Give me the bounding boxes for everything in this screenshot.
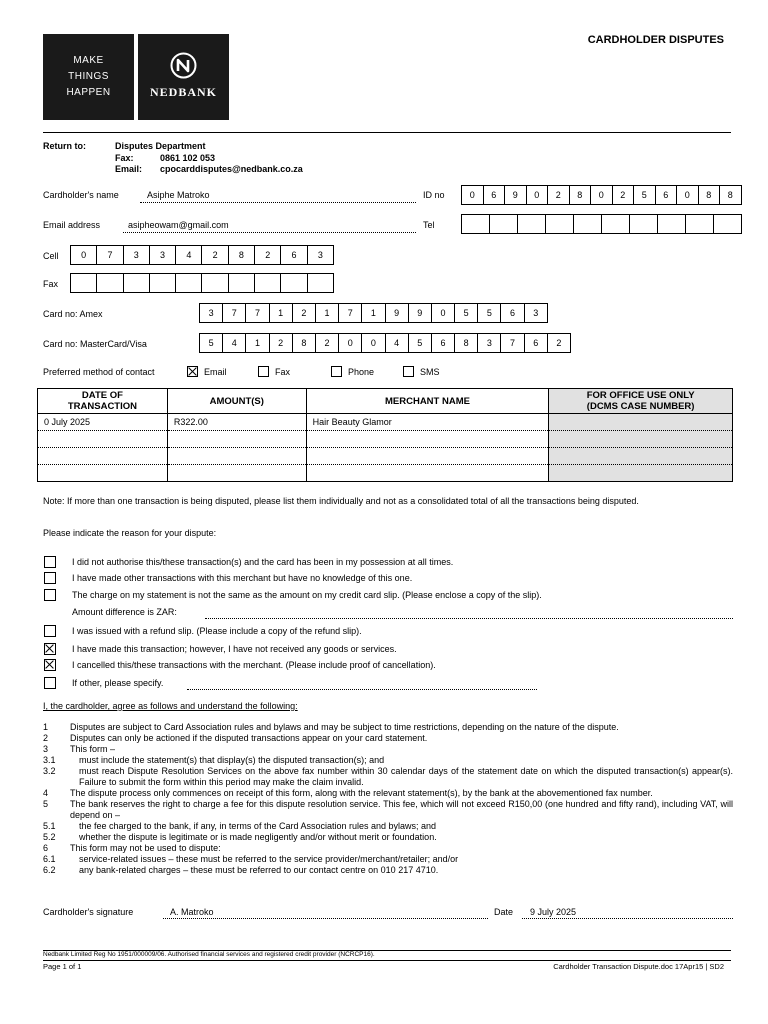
id-no-boxes[interactable] — [461, 185, 742, 205]
amex-boxes[interactable] — [199, 303, 548, 323]
digit-box[interactable] — [686, 215, 714, 233]
email-label: Email address — [43, 220, 101, 230]
other-specify-line[interactable] — [187, 689, 537, 690]
nedbank-emblem-icon — [170, 52, 197, 79]
digit-box[interactable]: 9 — [505, 186, 527, 204]
digit-box[interactable]: 2 — [548, 186, 570, 204]
amex-label: Card no: Amex — [43, 309, 103, 319]
table-cell[interactable] — [549, 431, 733, 448]
cell-label: Cell — [43, 251, 59, 261]
reason-label: If other, please specify. — [72, 678, 164, 688]
footer-legal: Nedbank Limited Reg No 1951/000009/06. Authorised financial services and registered credit provider (NCRCP16). — [43, 951, 375, 958]
note-text — [43, 496, 733, 507]
digit-box[interactable]: 2 — [293, 304, 316, 322]
term-number: 5.1 — [43, 821, 56, 831]
digit-box[interactable]: 8 — [229, 246, 255, 264]
table-cell[interactable]: R322.00 — [167, 414, 306, 431]
digit-box[interactable] — [281, 274, 307, 292]
reason-checkbox[interactable] — [44, 625, 56, 637]
return-fax-label: Fax: — [115, 153, 134, 163]
cardholder-name-line[interactable] — [140, 202, 416, 203]
table-cell[interactable] — [306, 431, 549, 448]
digit-box[interactable]: 6 — [656, 186, 678, 204]
term-item — [43, 854, 733, 865]
terms-list — [43, 722, 733, 876]
term-item — [43, 766, 733, 788]
id-no-label: ID no — [423, 190, 445, 200]
tel-boxes[interactable] — [461, 214, 742, 234]
contact-fax-label: Fax — [275, 367, 291, 377]
date-value: 9 July 2025 — [530, 907, 577, 917]
term-item — [43, 821, 733, 832]
digit-box[interactable] — [462, 215, 490, 233]
signature-label: Cardholder's signature — [43, 907, 134, 917]
digit-box[interactable]: 0 — [71, 246, 97, 264]
reason-label: The charge on my statement is not the same as the amount on my credit card slip. (Please enclose a copy of the slip). — [72, 590, 542, 600]
digit-box[interactable]: 1 — [316, 304, 339, 322]
term-item — [43, 788, 733, 799]
logo-tagline-block — [43, 34, 134, 120]
table-row — [38, 465, 733, 482]
transactions-table — [37, 388, 733, 482]
digit-box[interactable]: 6 — [525, 334, 548, 352]
digit-box[interactable] — [574, 215, 602, 233]
digit-box[interactable] — [229, 274, 255, 292]
digit-box[interactable] — [255, 274, 281, 292]
table-cell[interactable] — [549, 448, 733, 465]
table-cell[interactable] — [167, 431, 306, 448]
return-fax-number: 0861 102 053 — [160, 153, 216, 163]
term-item — [43, 744, 733, 755]
digit-box[interactable] — [150, 274, 176, 292]
digit-box[interactable]: 0 — [462, 186, 484, 204]
term-item — [43, 832, 733, 843]
col-amount-label: AMOUNT(S) — [209, 395, 264, 407]
digit-box[interactable] — [202, 274, 228, 292]
fax-boxes[interactable] — [70, 273, 334, 293]
digit-box[interactable]: 1 — [246, 334, 269, 352]
term-number: 3.1 — [43, 755, 56, 765]
table-cell[interactable] — [306, 448, 549, 465]
digit-box[interactable]: 5 — [409, 334, 432, 352]
digit-box[interactable]: 4 — [223, 334, 246, 352]
contact-sms-checkbox[interactable] — [403, 366, 414, 377]
return-email-label: Email: — [115, 164, 143, 174]
header-divider — [43, 132, 731, 133]
reason-label: I have made this transaction; however, I have not received any goods or services. — [72, 644, 397, 654]
table-cell[interactable] — [306, 465, 549, 482]
term-text: The dispute process only commences on receipt of this form, along with the relevant statement(s), by the bank at the abovementioned fax number. — [70, 788, 653, 798]
agreement-heading: I, the cardholder, agree as follows and understand the following: — [43, 701, 298, 711]
term-number: 5 — [43, 799, 49, 809]
digit-box[interactable] — [97, 274, 123, 292]
term-number: 3.2 — [43, 766, 56, 776]
digit-box[interactable]: 3 — [200, 304, 223, 322]
term-item — [43, 799, 733, 821]
digit-box[interactable]: 4 — [176, 246, 202, 264]
contact-method-label: Preferred method of contact — [43, 367, 155, 377]
digit-box[interactable] — [124, 274, 150, 292]
email-line[interactable] — [123, 232, 416, 233]
term-text: any bank-related charges – these must be referred to our contact centre on 010 217 4710. — [79, 865, 439, 875]
term-number: 6 — [43, 843, 49, 853]
digit-box[interactable]: 1 — [362, 304, 385, 322]
digit-box[interactable]: 2 — [548, 334, 571, 352]
term-item — [43, 865, 733, 876]
term-text: service-related issues – these must be referred to the service provider/merchant/retailer; and/or — [79, 854, 459, 864]
digit-box[interactable]: 0 — [527, 186, 549, 204]
digit-box[interactable]: 5 — [634, 186, 656, 204]
signature-value: A. Matroko — [170, 907, 214, 917]
digit-box[interactable]: 9 — [386, 304, 409, 322]
brand-name: NEDBANK — [149, 85, 217, 99]
cardholder-name-label: Cardholder's name — [43, 190, 119, 200]
digit-box[interactable] — [546, 215, 574, 233]
digit-box[interactable]: 5 — [200, 334, 223, 352]
digit-box[interactable]: 8 — [293, 334, 316, 352]
term-number: 6.1 — [43, 854, 56, 864]
term-number: 5.2 — [43, 832, 56, 842]
digit-box[interactable] — [308, 274, 334, 292]
footer-divider-2 — [43, 960, 731, 961]
digit-box[interactable] — [490, 215, 518, 233]
term-number: 6.2 — [43, 865, 56, 875]
note-paragraph: Note: If more than one transaction is being disputed, please list them individually and not as a consolidated total of all the transactions being disputed. — [43, 496, 639, 506]
cell-boxes[interactable] — [70, 245, 334, 265]
fax-label: Fax — [43, 279, 59, 289]
reason-checkbox[interactable] — [44, 572, 56, 584]
digit-box[interactable]: 6 — [484, 186, 506, 204]
col-office-use-label: FOR OFFICE USE ONLY (DCMS CASE NUMBER) — [586, 390, 695, 412]
reason-label: I cancelled this/these transactions with the merchant. (Please include proof of cancellation). — [72, 660, 436, 670]
col-merchant — [306, 389, 549, 414]
reason-checkbox[interactable] — [44, 643, 56, 655]
mastercard-visa-boxes[interactable] — [199, 333, 571, 353]
digit-box[interactable]: 0 — [432, 304, 455, 322]
contact-email-label: Email — [204, 367, 227, 377]
mastercard-visa-label: Card no: MasterCard/Visa — [43, 339, 147, 349]
term-text: the fee charged to the bank, if any, in terms of the Card Association rules and bylaws; and — [79, 821, 437, 831]
digit-box[interactable] — [658, 215, 686, 233]
return-to-label: Return to: — [43, 141, 86, 151]
table-row — [38, 431, 733, 448]
digit-box[interactable]: 7 — [501, 334, 524, 352]
amount-difference-line[interactable] — [205, 618, 733, 619]
digit-box[interactable]: 1 — [270, 304, 293, 322]
reason-checkbox[interactable] — [44, 589, 56, 601]
amount-difference-label: Amount difference is ZAR: — [72, 607, 177, 617]
term-text: must reach Dispute Resolution Services on the above fax number within 30 calendar days of the statement date on which the disputed transaction(s) appear(s). Failure to submit the form within this period may make the claim invalid. — [79, 766, 733, 787]
contact-phone-checkbox[interactable] — [331, 366, 342, 377]
digit-box[interactable]: 8 — [720, 186, 742, 204]
digit-box[interactable]: 7 — [246, 304, 269, 322]
term-number: 2 — [43, 733, 49, 743]
reason-label: I have made other transactions with this merchant but have no knowledge of this one. — [72, 573, 413, 583]
table-cell[interactable] — [38, 448, 168, 465]
col-office-use — [549, 389, 733, 414]
digit-box[interactable]: 0 — [591, 186, 613, 204]
return-email: cpocarddisputes@nedbank.co.za — [160, 164, 303, 174]
date-line[interactable] — [522, 918, 733, 919]
digit-box[interactable]: 9 — [409, 304, 432, 322]
contact-phone-label: Phone — [348, 367, 375, 377]
table-cell[interactable] — [167, 448, 306, 465]
tagline-line-3: HAPPEN — [66, 87, 111, 98]
table-cell[interactable]: Hair Beauty Glamor — [306, 414, 549, 431]
term-number: 1 — [43, 722, 49, 732]
digit-box[interactable]: 3 — [124, 246, 150, 264]
tel-label: Tel — [423, 220, 435, 230]
digit-box[interactable]: 8 — [699, 186, 721, 204]
tagline-line-2: THINGS — [68, 71, 109, 82]
reason-checkbox[interactable] — [44, 556, 56, 568]
term-item — [43, 843, 733, 854]
tagline-line-1: MAKE — [73, 55, 104, 66]
digit-box[interactable]: 2 — [270, 334, 293, 352]
cardholder-name-value: Asiphe Matroko — [147, 190, 210, 200]
digit-box[interactable]: 3 — [525, 304, 548, 322]
digit-box[interactable]: 0 — [677, 186, 699, 204]
col-date — [38, 389, 168, 414]
col-amount — [167, 389, 306, 414]
col-merchant-label: MERCHANT NAME — [384, 395, 470, 407]
col-date-label: DATE OF TRANSACTION — [67, 390, 137, 412]
digit-box[interactable]: 7 — [339, 304, 362, 322]
table-row — [38, 448, 733, 465]
digit-box[interactable]: 7 — [223, 304, 246, 322]
footer-doc-ref: Cardholder Transaction Dispute.doc 17Apr15 | SD2 — [553, 962, 724, 971]
digit-box[interactable]: 8 — [570, 186, 592, 204]
term-text: Disputes can only be actioned if the disputed transactions appear on your card statement. — [70, 733, 428, 743]
table-cell[interactable]: 0 July 2025 — [38, 414, 168, 431]
digit-box[interactable]: 2 — [202, 246, 228, 264]
footer-page: Page 1 of 1 — [43, 962, 82, 971]
digit-box[interactable] — [714, 215, 742, 233]
table-cell[interactable] — [38, 431, 168, 448]
reason-label: I did not authorise this/these transaction(s) and the card has been in my possession at all times. — [72, 557, 454, 567]
term-item — [43, 755, 733, 766]
return-department: Disputes Department — [115, 141, 206, 151]
digit-box[interactable]: 5 — [455, 304, 478, 322]
digit-box[interactable] — [176, 274, 202, 292]
table-row — [38, 414, 733, 431]
reason-checkbox[interactable] — [44, 677, 56, 689]
reason-checkbox[interactable] — [44, 659, 56, 671]
digit-box[interactable]: 2 — [255, 246, 281, 264]
digit-box[interactable] — [71, 274, 97, 292]
digit-box[interactable]: 0 — [362, 334, 385, 352]
digit-box[interactable]: 2 — [613, 186, 635, 204]
term-item — [43, 733, 733, 744]
digit-box[interactable]: 8 — [455, 334, 478, 352]
digit-box[interactable]: 0 — [339, 334, 362, 352]
digit-box[interactable]: 3 — [308, 246, 334, 264]
table-cell[interactable] — [38, 465, 168, 482]
table-cell[interactable] — [549, 414, 733, 431]
term-text: This form – — [70, 744, 116, 754]
term-number: 4 — [43, 788, 49, 798]
term-text: must include the statement(s) that display(s) the disputed transaction(s); and — [79, 755, 385, 765]
date-label: Date — [494, 907, 514, 917]
email-value: asipheowam@gmail.com — [128, 220, 229, 230]
digit-box[interactable]: 3 — [150, 246, 176, 264]
digit-box[interactable]: 6 — [501, 304, 524, 322]
digit-box[interactable] — [602, 215, 630, 233]
signature-line[interactable] — [163, 918, 488, 919]
reason-prompt: Please indicate the reason for your dispute: — [43, 528, 217, 538]
term-text: Disputes are subject to Card Association rules and bylaws and may be subject to time restrictions, depending on the nature of the dispute. — [70, 722, 619, 732]
digit-box[interactable]: 4 — [386, 334, 409, 352]
table-cell[interactable] — [167, 465, 306, 482]
digit-box[interactable]: 6 — [432, 334, 455, 352]
term-text: The bank reserves the right to charge a fee for this dispute resolution service. This fee, which will not exceed R150,00 (one hundred and fifty rand), including VAT, will depend on – — [70, 799, 733, 820]
nedbank-logo — [138, 34, 229, 120]
digit-box[interactable]: 6 — [281, 246, 307, 264]
term-text: whether the dispute is legitimate or is made negligently and/or without merit or foundation. — [79, 832, 437, 842]
contact-email-checkbox[interactable] — [187, 366, 198, 377]
form-title: CARDHOLDER DISPUTES — [587, 34, 724, 46]
contact-fax-checkbox[interactable] — [258, 366, 269, 377]
digit-box[interactable] — [630, 215, 658, 233]
reason-label: I was issued with a refund slip. (Please include a copy of the refund slip). — [72, 626, 362, 636]
contact-sms-label: SMS — [420, 367, 440, 377]
term-text: This form may not be used to dispute: — [70, 843, 221, 853]
digit-box[interactable]: 3 — [478, 334, 501, 352]
term-number: 3 — [43, 744, 49, 754]
digit-box[interactable]: 2 — [316, 334, 339, 352]
digit-box[interactable] — [518, 215, 546, 233]
term-item — [43, 722, 733, 733]
table-cell[interactable] — [549, 465, 733, 482]
digit-box[interactable]: 7 — [97, 246, 123, 264]
digit-box[interactable]: 5 — [478, 304, 501, 322]
